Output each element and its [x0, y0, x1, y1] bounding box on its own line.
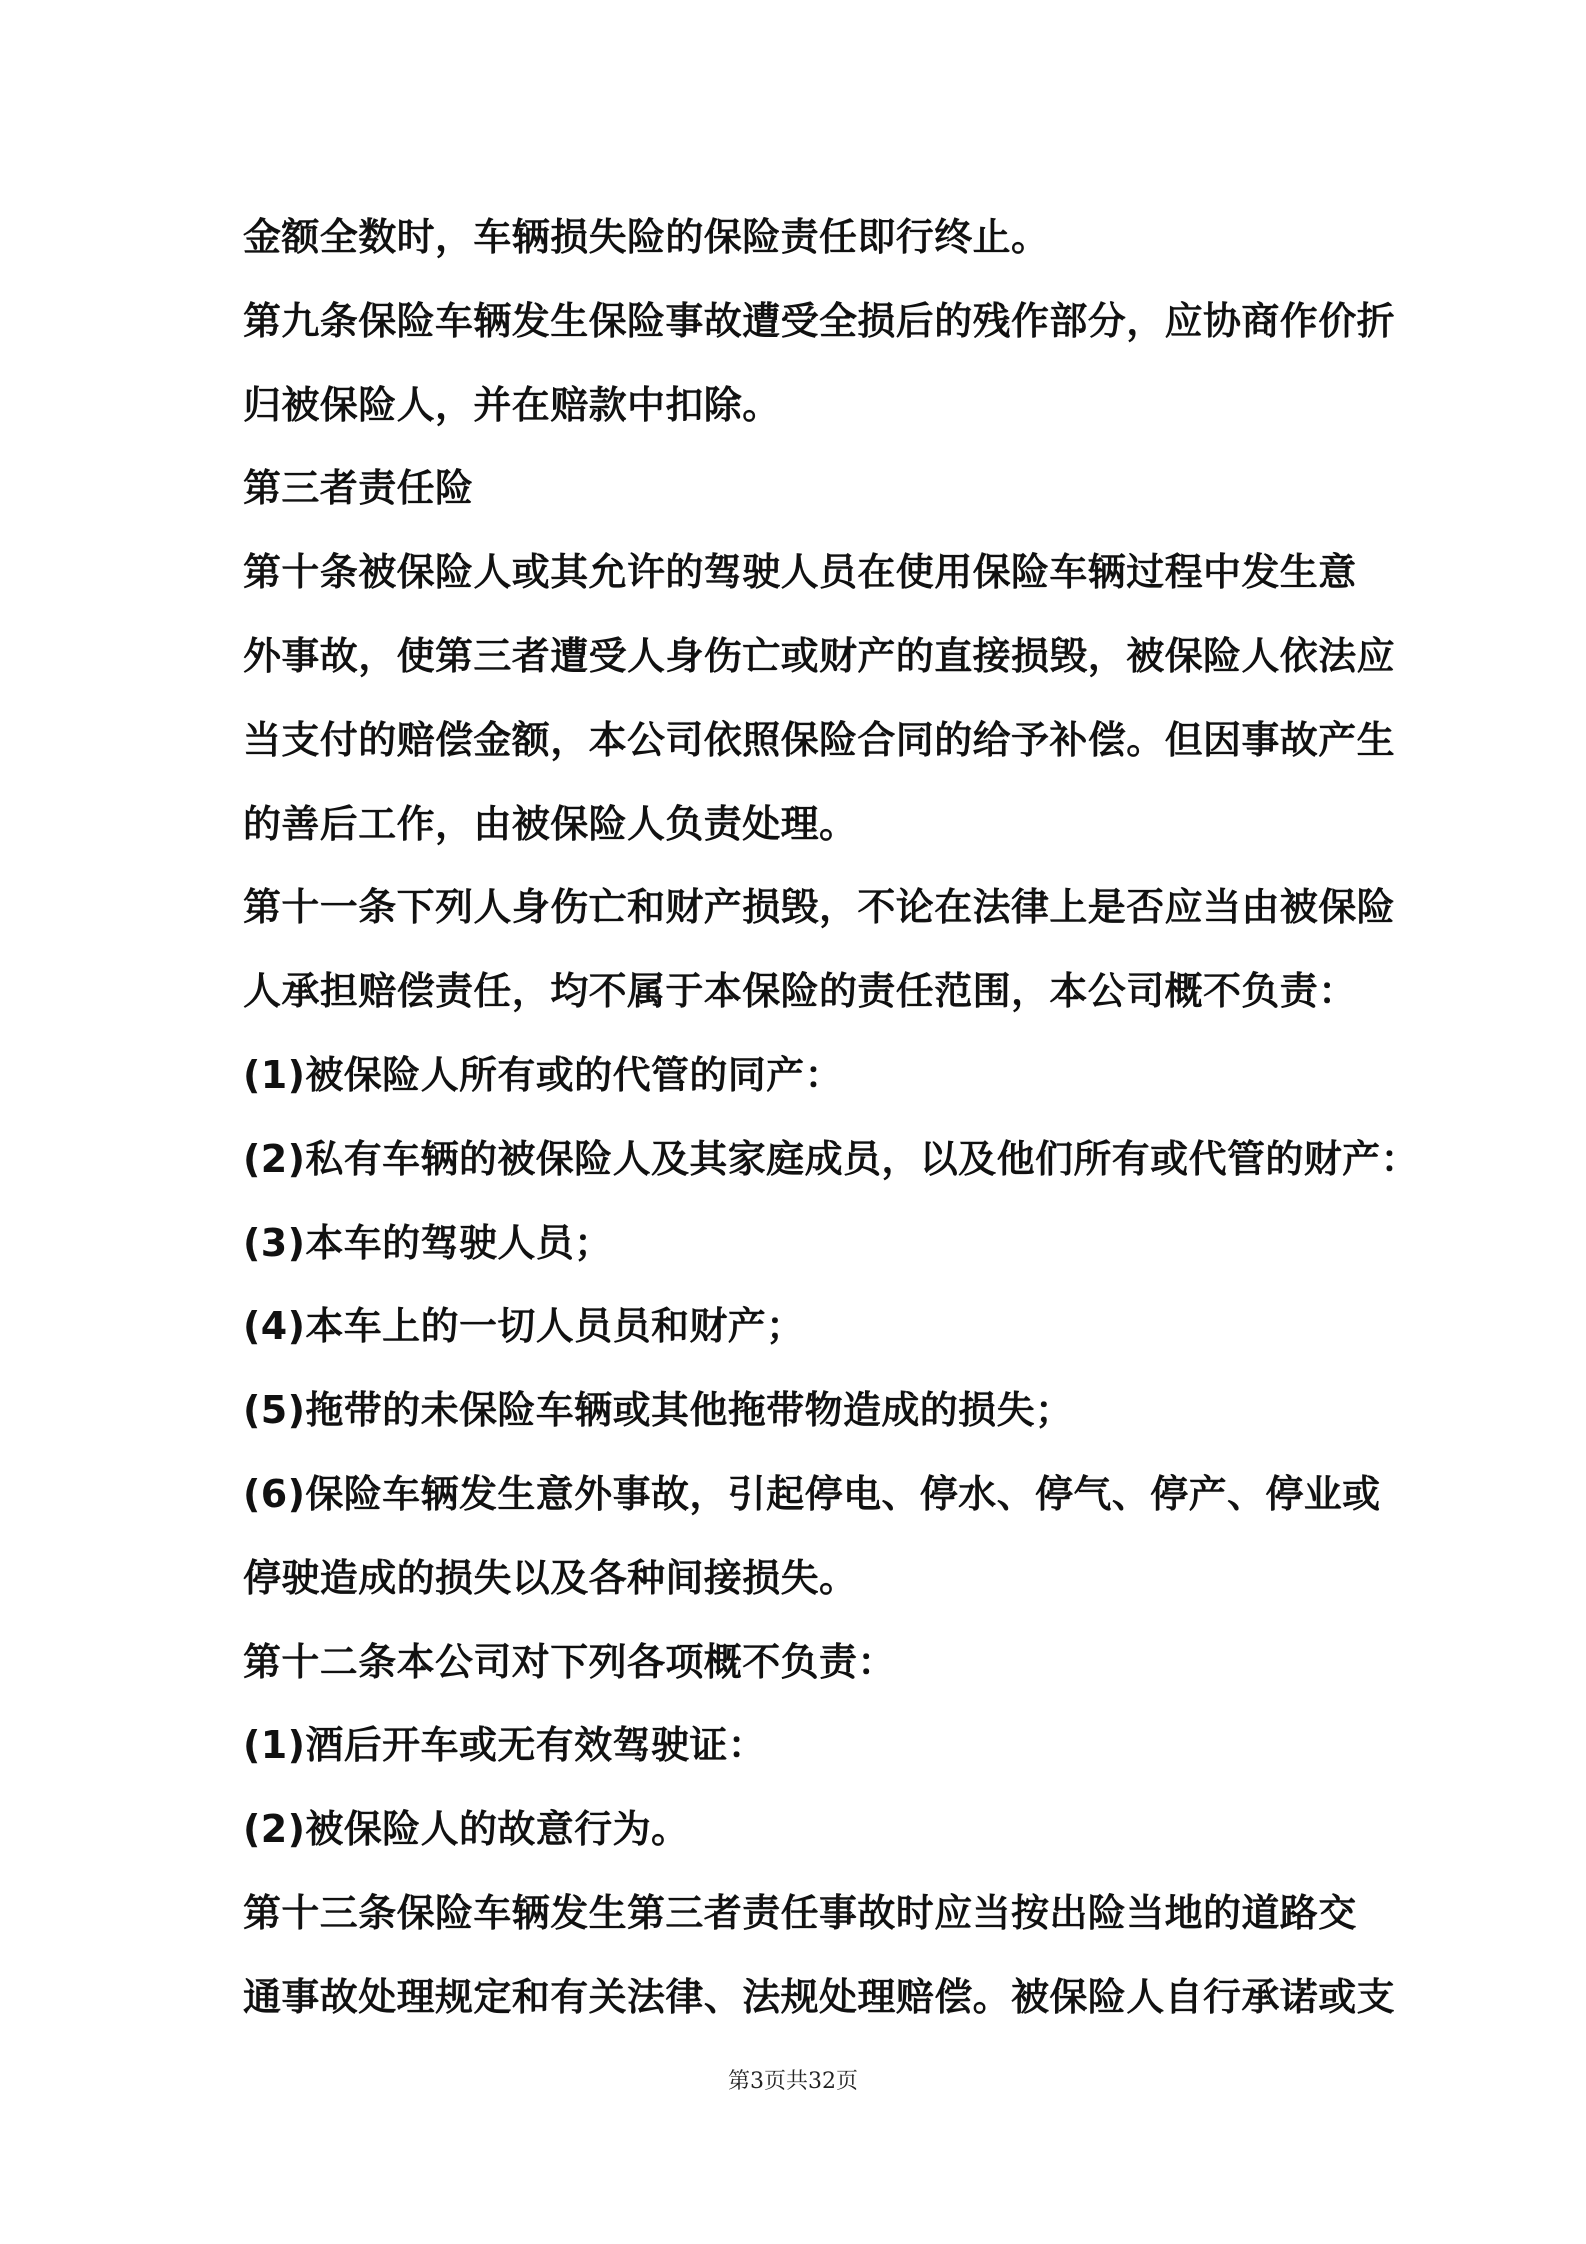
list-item: (3)本车的驾驶人员； — [243, 1220, 613, 1265]
text-line: 第九条保险车辆发生保险事故遭受全损后的残作部分，应协商作价折 — [243, 298, 1396, 343]
section-heading: 第三者责任险 — [243, 466, 474, 511]
text-line: 停驶造成的损失以及各种间接损失。 — [243, 1555, 858, 1600]
text-line: 外事故，使第三者遭受人身伤亡或财产的直接损毁，被保险人依法应 — [243, 633, 1396, 678]
list-item: (2)被保险人的故意行为。 — [243, 1807, 690, 1852]
text-line: 人承担赔偿责任，均不属于本保险的责任范围，本公司概不负责： — [243, 969, 1357, 1014]
text-line: 第十条被保险人或其允许的驾驶人员在使用保险车辆过程中发生意 — [243, 550, 1357, 595]
list-item: (2)私有车辆的被保险人及其家庭成员，以及他们所有或代管的财产： — [243, 1136, 1419, 1181]
list-item: (6)保险车辆发生意外事故，引起停电、停水、停气、停产、停业或 — [243, 1471, 1381, 1516]
list-item: (4)本车上的一切人员员和财产； — [243, 1304, 805, 1349]
text-line: 第十二条本公司对下列各项概不负责： — [243, 1639, 896, 1684]
page-number-footer: 第3页共32页 — [728, 2069, 858, 2094]
list-item: (1)酒后开车或无有效驾驶证： — [243, 1723, 767, 1768]
text-line: 金额全数时，车辆损失险的保险责任即行终止。 — [243, 215, 1050, 259]
list-item: (5)拖带的未保险车辆或其他拖带物造成的损失； — [243, 1388, 1074, 1433]
text-line: 通事故处理规定和有关法律、法规处理赔偿。被保险人自行承诺或支 — [243, 1974, 1396, 2019]
list-item: (1)被保险人所有或的代管的同产： — [243, 1052, 843, 1097]
text-line: 的善后工作，由被保险人负责处理。 — [243, 801, 858, 846]
text-line: 当支付的赔偿金额，本公司依照保险合同的给予补偿。但因事故产生 — [243, 717, 1396, 762]
text-line: 归被保险人，并在赔款中扣除。 — [243, 382, 781, 427]
document-body — [243, 196, 1419, 2040]
text-line: 第十三条保险车辆发生第三者责任事故时应当按出险当地的道路交 — [243, 1890, 1357, 1935]
text-line: 第十一条下列人身伤亡和财产损毁，不论在法律上是否应当由被保险 — [243, 885, 1396, 930]
